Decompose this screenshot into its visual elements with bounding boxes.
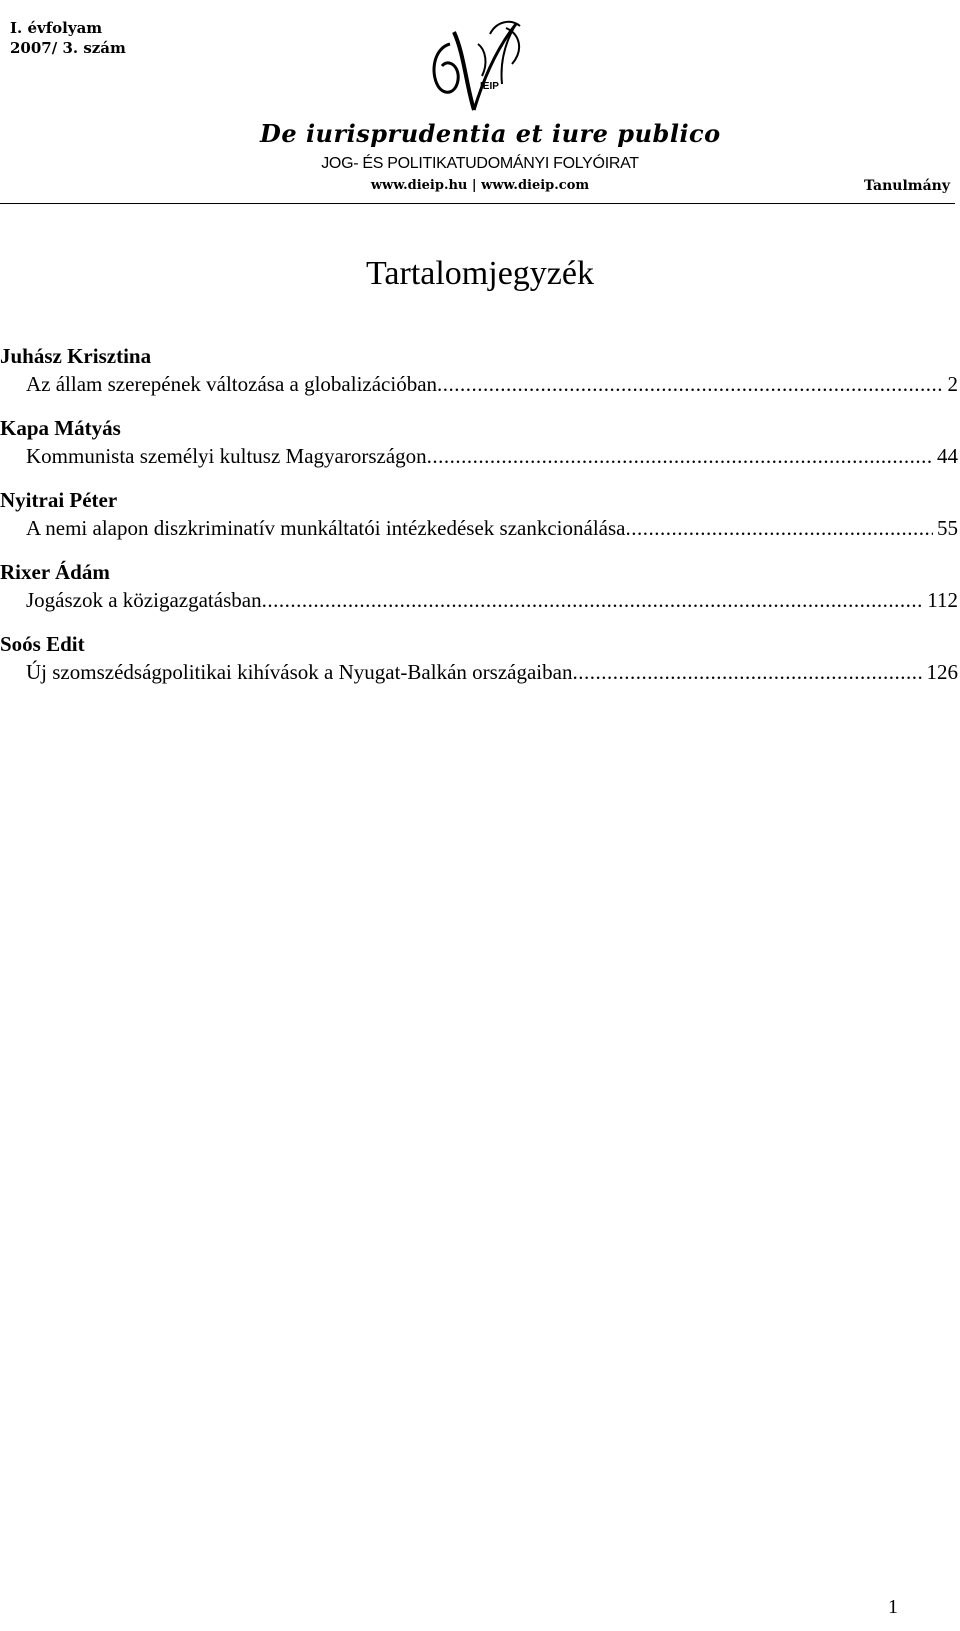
toc-link[interactable] [0, 442, 958, 470]
toc-article-title: Az állam szerepének változása a globalizációban [26, 372, 438, 396]
journal-urls[interactable]: www.dieip.hu | www.dieip.com [370, 178, 590, 193]
toc-link[interactable] [0, 586, 958, 614]
issue-info [10, 18, 126, 58]
toc-entry [0, 414, 958, 470]
journal-subtitle: JOG- ÉS POLITIKATUDOMÁNYI FOLYÓIRAT [321, 155, 639, 172]
toc-article-title: Jogászok a közigazgatásban [26, 588, 262, 612]
toc-page-number: 44 [937, 444, 958, 468]
toc-page-number: 112 [927, 588, 958, 612]
toc-entry [0, 486, 958, 542]
toc-entry [0, 630, 958, 686]
journal-logo-icon [420, 14, 540, 118]
toc-leader-dots [437, 370, 943, 398]
page-header [0, 0, 960, 206]
section-label: Tanulmány [863, 178, 950, 194]
toc-page-number: 2 [947, 372, 958, 396]
logo-caption: IEIP [480, 81, 499, 92]
toc-link[interactable] [0, 658, 958, 686]
toc-leader-dots [625, 514, 933, 542]
toc-page-number: 126 [926, 660, 958, 684]
toc-author: Juhász Krisztina [0, 344, 152, 368]
table-of-contents [0, 342, 958, 702]
volume-label: I. évfolyam [10, 19, 103, 37]
toc-leader-dots [427, 442, 933, 470]
toc-author: Nyitrai Péter [0, 488, 118, 512]
toc-author: Kapa Mátyás [0, 416, 121, 440]
toc-article-title: Kommunista személyi kultusz Magyarországon [26, 444, 427, 468]
toc-leader-dots [262, 586, 924, 614]
journal-latin-title: De iurisprudentia et iure publico [260, 119, 721, 148]
toc-title: Tartalomjegyzék [366, 255, 594, 292]
header-divider [0, 203, 955, 204]
issue-label: 2007/ 3. szám [10, 39, 126, 57]
toc-article-title: A nemi alapon diszkriminatív munkáltatói intézkedések szankcionálása [26, 516, 626, 540]
toc-page-number: 55 [937, 516, 958, 540]
toc-article-title: Új szomszédságpolitikai kihívások a Nyugat-Balkán országaiban [26, 660, 573, 684]
page-number: 1 [888, 1596, 898, 1618]
toc-leader-dots [572, 658, 922, 686]
toc-link[interactable] [0, 370, 958, 398]
toc-entry [0, 558, 958, 614]
toc-entry [0, 342, 958, 398]
toc-author: Soós Edit [0, 632, 85, 656]
toc-author: Rixer Ádám [0, 560, 110, 584]
toc-link[interactable] [0, 514, 958, 542]
